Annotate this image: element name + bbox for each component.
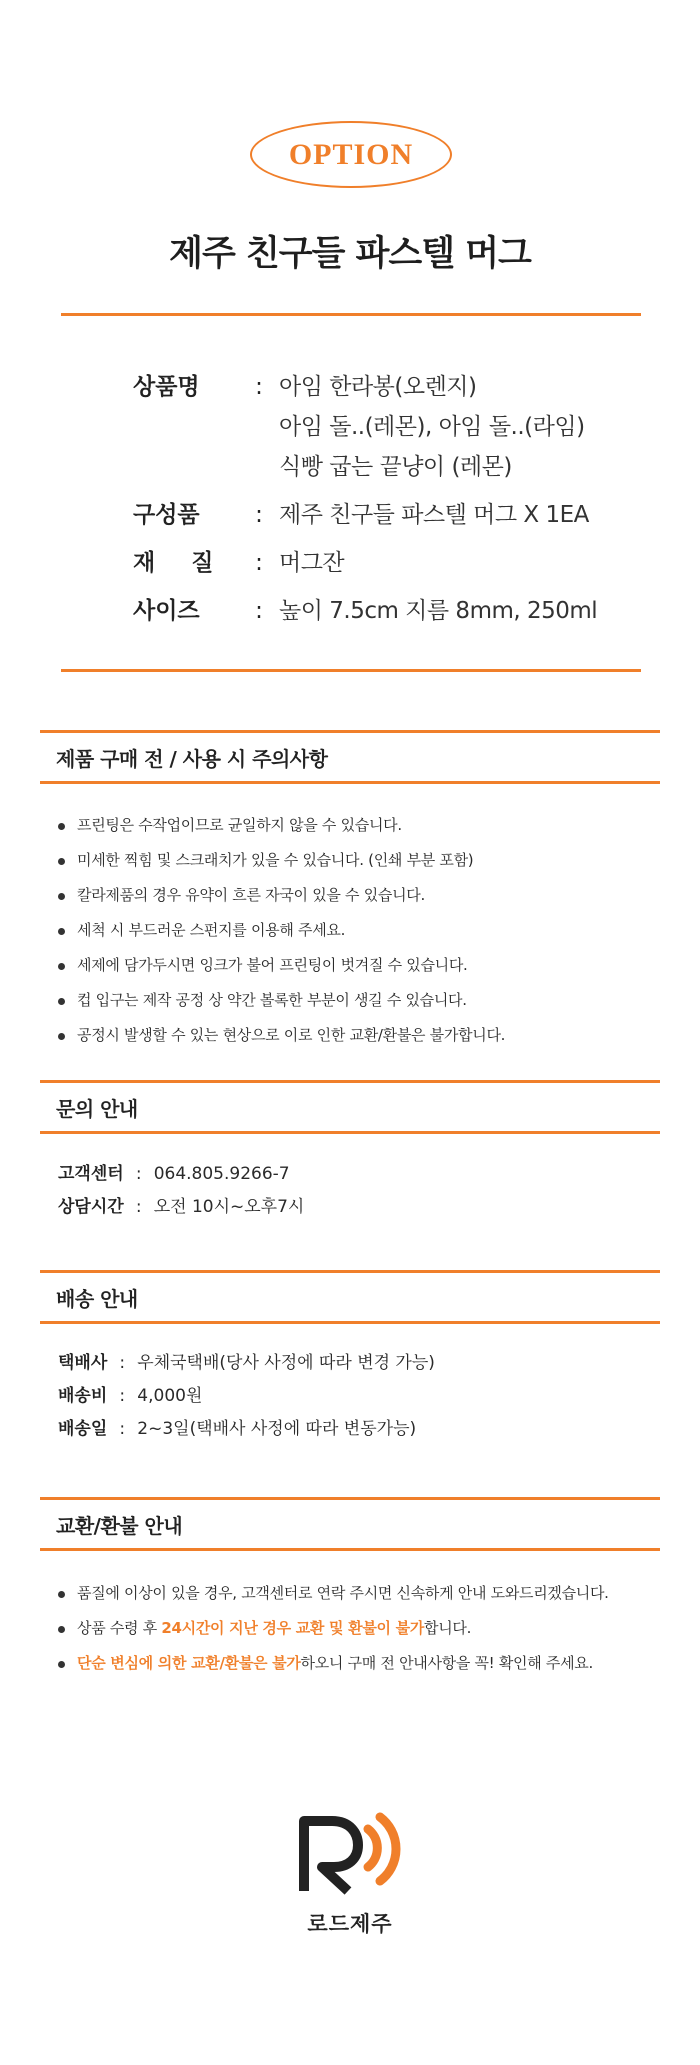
inquiry-value: 064.805.9266-7 bbox=[153, 1164, 290, 1184]
spec-value: 아임 한라봉(오렌지) bbox=[279, 374, 477, 400]
list-item bbox=[58, 1611, 678, 1646]
list-item: 미세한 찍힘 및 스크래치가 있을 수 있습니다. (인쇄 부분 포함) bbox=[58, 843, 678, 878]
brand-name: 로드제주 bbox=[307, 1912, 393, 1936]
shipping-section-title: 배송 안내 bbox=[40, 1270, 660, 1324]
spec-label: 사이즈 bbox=[133, 598, 200, 624]
logo-arc-outer bbox=[380, 1817, 396, 1881]
list-item-text: 상품 수령 후 bbox=[77, 1619, 162, 1637]
spec-value: 제주 친구들 파스텔 머그 X 1EA bbox=[279, 502, 589, 528]
spec-value: 아임 돌..(레몬), 아임 돌..(라임) bbox=[279, 414, 585, 440]
spec-colon: : bbox=[255, 550, 263, 576]
shipping-row: 배송비 : 4,000원 bbox=[58, 1380, 435, 1413]
inquiry-row: 고객센터 : 064.805.9266-7 bbox=[58, 1158, 304, 1191]
shipping-value: 2~3일(택배사 사정에 따라 변동가능) bbox=[137, 1419, 417, 1439]
list-item-text: 합니다. bbox=[424, 1619, 472, 1637]
spec-values bbox=[279, 543, 653, 583]
list-item: 프린팅은 수작업이므로 균일하지 않을 수 있습니다. bbox=[58, 808, 678, 843]
spec-row-components bbox=[133, 495, 653, 535]
divider-top bbox=[61, 313, 641, 316]
highlight-text: 24시간이 지난 경우 교환 및 환불이 불가 bbox=[161, 1619, 425, 1637]
option-badge: OPTION bbox=[250, 121, 452, 188]
product-spec bbox=[133, 367, 653, 631]
inquiry-value: 오전 10시~오후7시 bbox=[153, 1197, 305, 1217]
spec-row-product-name bbox=[133, 367, 653, 487]
spec-label: 상품명 bbox=[133, 374, 200, 400]
highlight-text: 단순 변심에 의한 교환/환불은 불가 bbox=[77, 1654, 301, 1672]
caution-list bbox=[58, 808, 678, 1053]
list-item: 공정시 발생할 수 있는 현상으로 이로 인한 교환/환불은 불가합니다. bbox=[58, 1018, 678, 1053]
list-item: 품질에 이상이 있을 경우, 고객센터로 연락 주시면 신속하게 안내 도와드리겠습니다. bbox=[58, 1576, 678, 1611]
shipping-label: 배송일 bbox=[58, 1419, 108, 1439]
logo-arc-inner bbox=[368, 1829, 377, 1867]
spec-value: 머그잔 bbox=[279, 550, 345, 576]
shipping-value: 우체국택배(당사 사정에 따라 변경 가능) bbox=[137, 1353, 435, 1373]
exchange-section-title: 교환/환불 안내 bbox=[40, 1497, 660, 1551]
spec-values bbox=[279, 367, 653, 487]
logo-letter-r bbox=[304, 1821, 358, 1891]
spec-row-material bbox=[133, 543, 653, 583]
spec-label: 재질 bbox=[133, 550, 250, 576]
spec-colon: : bbox=[255, 598, 263, 624]
list-item bbox=[58, 1646, 678, 1681]
inquiry-section-title: 문의 안내 bbox=[40, 1080, 660, 1134]
road-jeju-logo-icon bbox=[298, 1809, 408, 1899]
list-item: 컵 입구는 제작 공정 상 약간 볼록한 부분이 생길 수 있습니다. bbox=[58, 983, 678, 1018]
spec-value: 식빵 굽는 끝냥이 (레몬) bbox=[279, 454, 512, 480]
product-title: 제주 친구들 파스텔 머그 bbox=[169, 234, 531, 274]
inquiry-label: 고객센터 bbox=[58, 1164, 124, 1184]
shipping-label: 배송비 bbox=[58, 1386, 108, 1406]
list-item: 세제에 담가두시면 잉크가 불어 프린팅이 벗겨질 수 있습니다. bbox=[58, 948, 678, 983]
spec-label: 구성품 bbox=[133, 502, 200, 528]
exchange-list bbox=[58, 1576, 678, 1681]
list-item: 칼라제품의 경우 유약이 흐른 자국이 있을 수 있습니다. bbox=[58, 878, 678, 913]
spec-colon: : bbox=[255, 374, 263, 400]
caution-section-title: 제품 구매 전 / 사용 시 주의사항 bbox=[40, 730, 660, 784]
divider-bottom bbox=[61, 669, 641, 672]
shipping-value: 4,000원 bbox=[137, 1386, 203, 1406]
list-item-text: 하오니 구매 전 안내사항을 꼭! 확인해 주세요. bbox=[300, 1654, 593, 1672]
shipping-row: 택배사 : 우체국택배(당사 사정에 따라 변경 가능) bbox=[58, 1347, 435, 1380]
spec-values bbox=[279, 495, 653, 535]
inquiry-row: 상담시간 : 오전 10시~오후7시 bbox=[58, 1191, 304, 1224]
shipping-row: 배송일 : 2~3일(택배사 사정에 따라 변동가능) bbox=[58, 1413, 435, 1446]
spec-colon: : bbox=[255, 502, 263, 528]
spec-row-size bbox=[133, 591, 653, 631]
list-item: 세척 시 부드러운 스펀지를 이용해 주세요. bbox=[58, 913, 678, 948]
shipping-info bbox=[58, 1347, 435, 1446]
spec-values bbox=[279, 591, 653, 631]
inquiry-info bbox=[58, 1158, 304, 1224]
spec-value: 높이 7.5cm 지름 8mm, 250ml bbox=[279, 598, 598, 624]
inquiry-label: 상담시간 bbox=[58, 1197, 124, 1217]
shipping-label: 택배사 bbox=[58, 1353, 108, 1373]
